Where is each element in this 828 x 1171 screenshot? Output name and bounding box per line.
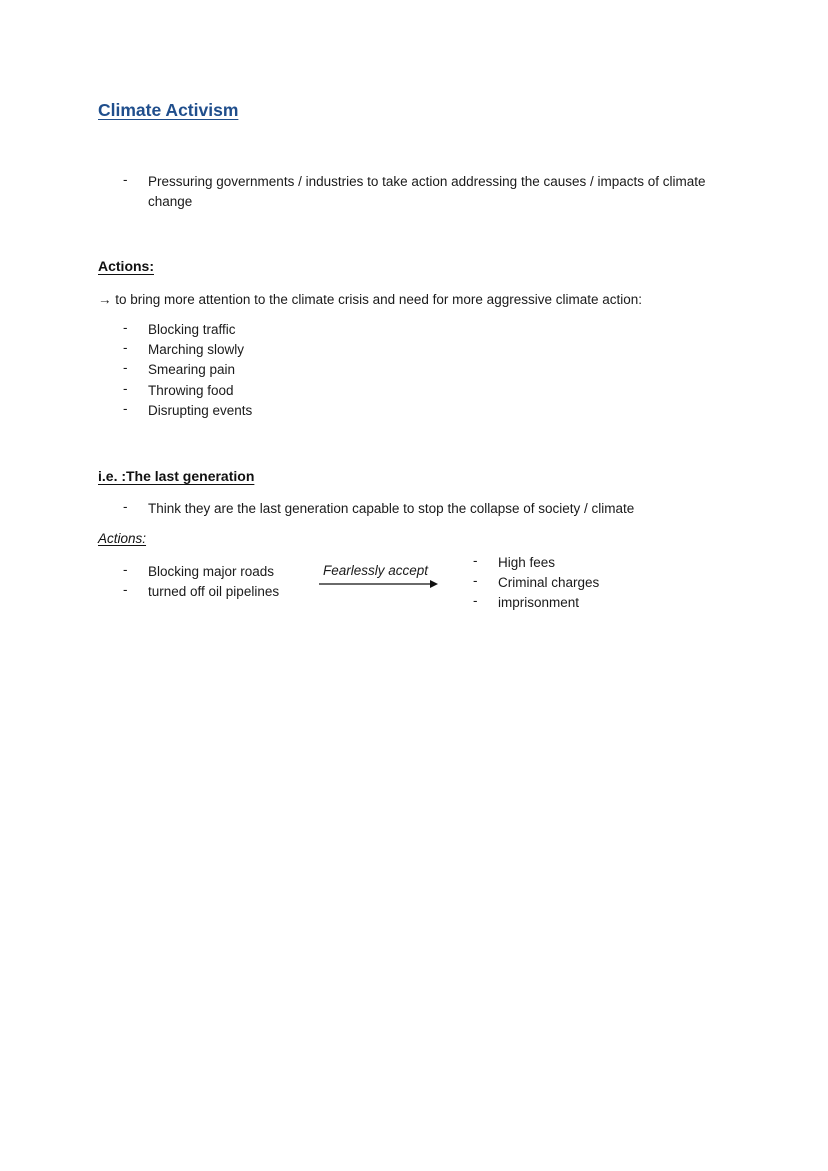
bullet-dash: -	[473, 593, 478, 608]
bullet-dash: -	[123, 340, 128, 355]
left-item-1: Blocking major roads	[148, 564, 275, 579]
intro-line-1: Pressuring governments / industries to take action addressing the causes / impacts of climate	[148, 174, 706, 189]
right-item-1: High fees	[498, 555, 556, 570]
actions-heading: Actions:	[98, 258, 154, 274]
left-item-2: turned off oil pipelines	[148, 584, 280, 599]
action-item-1: Blocking traffic	[148, 322, 236, 337]
sub-actions-heading: Actions:	[98, 531, 147, 546]
intro-line-2: change	[148, 194, 193, 209]
right-item-2: Criminal charges	[498, 575, 600, 590]
page-title: Climate Activism	[98, 100, 239, 120]
bullet-dash: -	[123, 360, 128, 375]
last-generation-heading: i.e. :The last generation	[98, 468, 255, 484]
bullet-dash: -	[123, 320, 128, 335]
right-arrow-icon	[318, 578, 440, 590]
action-item-3: Smearing pain	[148, 362, 236, 377]
bullet-dash: -	[123, 582, 128, 597]
right-item-3: imprisonment	[498, 595, 580, 610]
action-item-2: Marching slowly	[148, 342, 245, 357]
bullet-dash: -	[123, 562, 128, 577]
arrow-label: Fearlessly accept	[323, 563, 429, 578]
actions-lead: → to bring more attention to the climate crisis and need for more aggressive climate action:	[98, 292, 643, 307]
intro-text	[148, 172, 706, 212]
action-item-4: Throwing food	[148, 383, 234, 398]
belief-text: Think they are the last generation capable to stop the collapse of society / climate	[148, 501, 635, 516]
bullet-dash: -	[123, 381, 128, 396]
bullet-dash: -	[123, 172, 128, 187]
action-item-5: Disrupting events	[148, 403, 253, 418]
bullet-dash: -	[473, 553, 478, 568]
bullet-dash: -	[473, 573, 478, 588]
bullet-dash: -	[123, 499, 128, 514]
bullet-dash: -	[123, 401, 128, 416]
